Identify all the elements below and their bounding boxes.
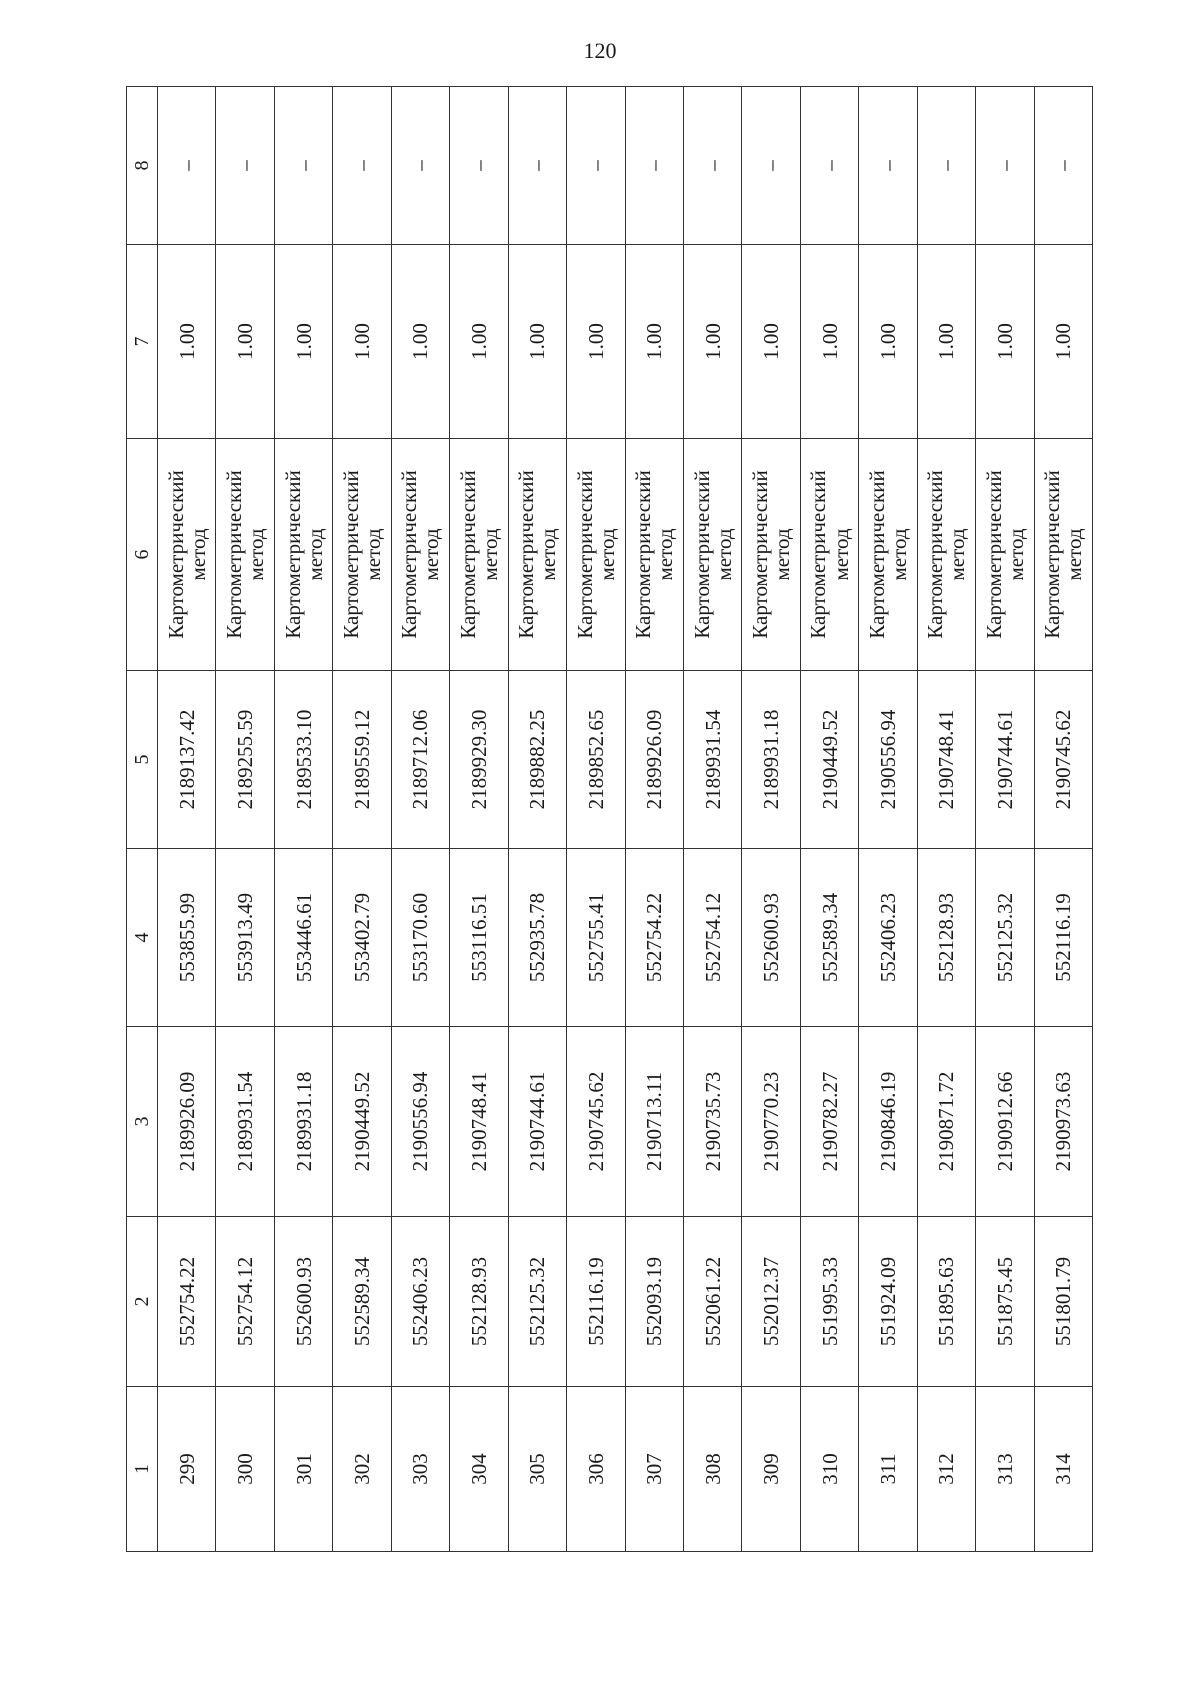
table-row bbox=[976, 87, 1034, 1552]
table-row bbox=[625, 87, 683, 1552]
table-cell: 302 bbox=[333, 1387, 391, 1552]
table-cell: 2190748.41 bbox=[450, 1027, 508, 1217]
table-cell: 2190449.52 bbox=[333, 1027, 391, 1217]
column-header: 5 bbox=[127, 671, 158, 849]
table-cell: – bbox=[508, 87, 566, 245]
table-row bbox=[274, 87, 332, 1552]
table-row bbox=[450, 87, 508, 1552]
table-cell: 1.00 bbox=[800, 245, 858, 439]
table-cell: 1.00 bbox=[333, 245, 391, 439]
table-cell: 2189931.54 bbox=[683, 671, 741, 849]
table-cell: 2190744.61 bbox=[508, 1027, 566, 1217]
table-cell: 2189931.18 bbox=[274, 1027, 332, 1217]
table-row bbox=[742, 87, 800, 1552]
table-cell: 552128.93 bbox=[450, 1217, 508, 1387]
table-cell: 552125.32 bbox=[508, 1217, 566, 1387]
table-row bbox=[158, 87, 216, 1552]
table-cell: – bbox=[1034, 87, 1092, 245]
table-cell: 2190744.61 bbox=[976, 671, 1034, 849]
rotated-table-container bbox=[126, 87, 1093, 1552]
table-cell: 2190782.27 bbox=[800, 1027, 858, 1217]
table-cell: 2190871.72 bbox=[917, 1027, 975, 1217]
table-cell: 552128.93 bbox=[917, 849, 975, 1027]
table-body bbox=[158, 87, 1093, 1552]
table-cell: Картометрический метод bbox=[391, 439, 449, 671]
table-cell: 552125.32 bbox=[976, 849, 1034, 1027]
table-cell: – bbox=[625, 87, 683, 245]
column-header: 3 bbox=[127, 1027, 158, 1217]
table-cell: 2189931.54 bbox=[216, 1027, 274, 1217]
table-cell: 552061.22 bbox=[683, 1217, 741, 1387]
table-cell: 304 bbox=[450, 1387, 508, 1552]
table-cell: 2190449.52 bbox=[800, 671, 858, 849]
table-cell: 306 bbox=[567, 1387, 625, 1552]
table-cell: 2190745.62 bbox=[567, 1027, 625, 1217]
table-cell: Картометрический метод bbox=[917, 439, 975, 671]
table-cell: 552935.78 bbox=[508, 849, 566, 1027]
table-cell: 308 bbox=[683, 1387, 741, 1552]
column-header: 8 bbox=[127, 87, 158, 245]
table-cell: 552600.93 bbox=[274, 1217, 332, 1387]
table-cell: 1.00 bbox=[742, 245, 800, 439]
table-cell: 553170.60 bbox=[391, 849, 449, 1027]
table-cell: 312 bbox=[917, 1387, 975, 1552]
table-cell: 303 bbox=[391, 1387, 449, 1552]
table-cell: – bbox=[274, 87, 332, 245]
table-cell: 552093.19 bbox=[625, 1217, 683, 1387]
table-cell: – bbox=[742, 87, 800, 245]
table-cell: 551895.63 bbox=[917, 1217, 975, 1387]
table-cell: 2190745.62 bbox=[1034, 671, 1092, 849]
table-cell: – bbox=[800, 87, 858, 245]
table-cell: 307 bbox=[625, 1387, 683, 1552]
table-cell: 1.00 bbox=[567, 245, 625, 439]
table-cell: 313 bbox=[976, 1387, 1034, 1552]
table-cell: – bbox=[158, 87, 216, 245]
table-cell: 1.00 bbox=[625, 245, 683, 439]
table-cell: Картометрический метод bbox=[450, 439, 508, 671]
table-cell: 552754.22 bbox=[625, 849, 683, 1027]
table-cell: 551801.79 bbox=[1034, 1217, 1092, 1387]
table-cell: 551995.33 bbox=[800, 1217, 858, 1387]
table-cell: 552589.34 bbox=[333, 1217, 391, 1387]
table-row bbox=[683, 87, 741, 1552]
table-cell: Картометрический метод bbox=[1034, 439, 1092, 671]
table-cell: 299 bbox=[158, 1387, 216, 1552]
table-cell: 2189533.10 bbox=[274, 671, 332, 849]
table-cell: 311 bbox=[859, 1387, 917, 1552]
table-cell: 552754.12 bbox=[216, 1217, 274, 1387]
table-cell: – bbox=[917, 87, 975, 245]
table-row bbox=[1034, 87, 1092, 1552]
page-number: 120 bbox=[583, 38, 617, 63]
table-cell: – bbox=[333, 87, 391, 245]
table-cell: – bbox=[859, 87, 917, 245]
table-cell: 2189882.25 bbox=[508, 671, 566, 849]
table-cell: – bbox=[391, 87, 449, 245]
column-header: 6 bbox=[127, 439, 158, 671]
header-row bbox=[127, 87, 158, 1552]
table-cell: 552012.37 bbox=[742, 1217, 800, 1387]
column-header: 7 bbox=[127, 245, 158, 439]
table-cell: 552754.12 bbox=[683, 849, 741, 1027]
table-cell: 2189931.18 bbox=[742, 671, 800, 849]
table-cell: 2190912.66 bbox=[976, 1027, 1034, 1217]
table-cell: Картометрический метод bbox=[683, 439, 741, 671]
table-cell: 2190556.94 bbox=[859, 671, 917, 849]
table-cell: – bbox=[216, 87, 274, 245]
table-cell: 553402.79 bbox=[333, 849, 391, 1027]
table-cell: 301 bbox=[274, 1387, 332, 1552]
table-row bbox=[333, 87, 391, 1552]
table-cell: 1.00 bbox=[917, 245, 975, 439]
table-cell: 552755.41 bbox=[567, 849, 625, 1027]
table-cell: 2190770.23 bbox=[742, 1027, 800, 1217]
column-header: 4 bbox=[127, 849, 158, 1027]
table-row bbox=[917, 87, 975, 1552]
table-cell: – bbox=[567, 87, 625, 245]
table-cell: Картометрический метод bbox=[976, 439, 1034, 671]
table-cell: Картометрический метод bbox=[800, 439, 858, 671]
table-cell: 2190748.41 bbox=[917, 671, 975, 849]
table-cell: Картометрический метод bbox=[567, 439, 625, 671]
table-cell: 1.00 bbox=[274, 245, 332, 439]
table-cell: 1.00 bbox=[976, 245, 1034, 439]
table-cell: 2190973.63 bbox=[1034, 1027, 1092, 1217]
table-cell: Картометрический метод bbox=[158, 439, 216, 671]
table-cell: 2189926.09 bbox=[158, 1027, 216, 1217]
table-cell: 2190735.73 bbox=[683, 1027, 741, 1217]
table-cell: – bbox=[450, 87, 508, 245]
table-cell: 1.00 bbox=[1034, 245, 1092, 439]
table-cell: Картометрический метод bbox=[274, 439, 332, 671]
table-cell: Картометрический метод bbox=[508, 439, 566, 671]
table-row bbox=[216, 87, 274, 1552]
table-cell: 310 bbox=[800, 1387, 858, 1552]
table-cell: 553855.99 bbox=[158, 849, 216, 1027]
table-cell: 552406.23 bbox=[391, 1217, 449, 1387]
table-cell: 2189137.42 bbox=[158, 671, 216, 849]
coordinates-table bbox=[126, 86, 1093, 1552]
table-cell: 2189559.12 bbox=[333, 671, 391, 849]
table-cell: 314 bbox=[1034, 1387, 1092, 1552]
table-cell: 1.00 bbox=[158, 245, 216, 439]
table-cell: 551875.45 bbox=[976, 1217, 1034, 1387]
table-row bbox=[800, 87, 858, 1552]
table-row bbox=[567, 87, 625, 1552]
table-cell: 305 bbox=[508, 1387, 566, 1552]
table-cell: 2189926.09 bbox=[625, 671, 683, 849]
table-cell: 1.00 bbox=[216, 245, 274, 439]
column-header: 1 bbox=[127, 1387, 158, 1552]
table-cell: 553446.61 bbox=[274, 849, 332, 1027]
table-cell: Картометрический метод bbox=[333, 439, 391, 671]
table-cell: Картометрический метод bbox=[625, 439, 683, 671]
table-cell: 1.00 bbox=[391, 245, 449, 439]
table-cell: 552589.34 bbox=[800, 849, 858, 1027]
table-cell: 300 bbox=[216, 1387, 274, 1552]
table-cell: 2190556.94 bbox=[391, 1027, 449, 1217]
table-cell: Картометрический метод bbox=[216, 439, 274, 671]
table-cell: 2189712.06 bbox=[391, 671, 449, 849]
table-cell: 552406.23 bbox=[859, 849, 917, 1027]
table-cell: 552116.19 bbox=[1034, 849, 1092, 1027]
table-cell: 2189929.30 bbox=[450, 671, 508, 849]
table-cell: Картометрический метод bbox=[742, 439, 800, 671]
table-cell: 309 bbox=[742, 1387, 800, 1552]
table-cell: 2189852.65 bbox=[567, 671, 625, 849]
table-cell: 2190846.19 bbox=[859, 1027, 917, 1217]
table-cell: 1.00 bbox=[508, 245, 566, 439]
table-cell: 552116.19 bbox=[567, 1217, 625, 1387]
table-cell: 553116.51 bbox=[450, 849, 508, 1027]
table-cell: 2189255.59 bbox=[216, 671, 274, 849]
table-row bbox=[508, 87, 566, 1552]
table-cell: – bbox=[976, 87, 1034, 245]
table-row bbox=[391, 87, 449, 1552]
table-cell: 552600.93 bbox=[742, 849, 800, 1027]
table-cell: 1.00 bbox=[450, 245, 508, 439]
table-cell: 551924.09 bbox=[859, 1217, 917, 1387]
table-row bbox=[859, 87, 917, 1552]
table-cell: 2190713.11 bbox=[625, 1027, 683, 1217]
table-cell: – bbox=[683, 87, 741, 245]
table-cell: Картометрический метод bbox=[859, 439, 917, 671]
table-cell: 1.00 bbox=[859, 245, 917, 439]
column-header: 2 bbox=[127, 1217, 158, 1387]
table-cell: 553913.49 bbox=[216, 849, 274, 1027]
table-cell: 1.00 bbox=[683, 245, 741, 439]
table-cell: 552754.22 bbox=[158, 1217, 216, 1387]
